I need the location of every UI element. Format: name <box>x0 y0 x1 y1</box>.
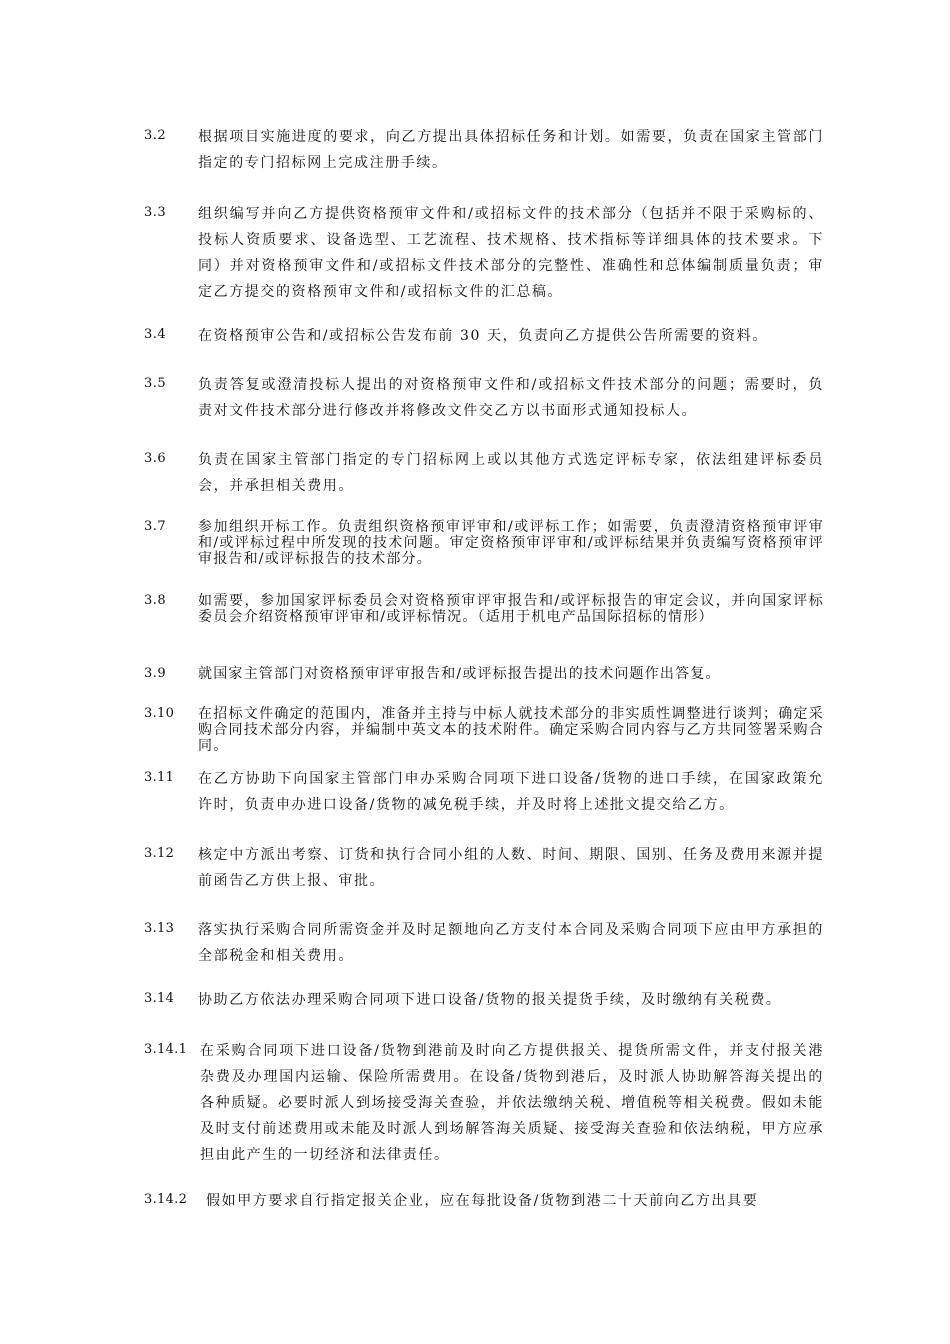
clause-number: 3.14.1 <box>144 1042 188 1057</box>
clause-number: 3.11 <box>144 770 175 785</box>
clause-3-6 <box>144 447 824 499</box>
clause-number: 3.6 <box>144 451 167 466</box>
clause-3-14-1 <box>144 1038 824 1168</box>
clause-3-4 <box>144 323 824 349</box>
clause-number: 3.14.2 <box>144 1192 188 1207</box>
clause-number: 3.10 <box>144 706 175 721</box>
clause-text: 如需要，参加国家评标委员会对资格预审评审报告和/或评标报告的审定会议，并向国家评标委员会介绍资格预审评审和/或评标情况。（适用于机电产品国际招标的情形） <box>198 593 824 625</box>
clause-3-5 <box>144 372 824 424</box>
clause-text: 组织编写并向乙方提供资格预审文件和/或招标文件的技术部分（包括并不限于采购标的、投标人资质要求、设备选型、工艺流程、技术规格、技术指标等详细具体的技术要求。下同）并对资格预审文件和/或招标文件技术部分的完整性、准确性和总体编制质量负责；审定乙方提交的资格预审文件和/或招标文件的汇总稿。 <box>198 206 824 300</box>
clause-number: 3.8 <box>144 593 167 608</box>
clause-text: 在资格预审公告和/或招标公告发布前 30 天，负责向乙方提供公告所需要的资料。 <box>198 328 768 344</box>
clause-text: 在乙方协助下向国家主管部门申办采购合同项下进口设备/货物的进口手续，在国家政策允许时，负责申办进口设备/货物的减免税手续，并及时将上述批文提交给乙方。 <box>198 771 824 813</box>
clause-number: 3.13 <box>144 921 175 936</box>
clause-text: 在采购合同项下进口设备/货物到港前及时向乙方提供报关、提货所需文件，并支付报关港杂费及办理国内运输、保险所需费用。在设备/货物到港后，及时派人协助解答海关提出的各种质疑。必要时派人到场接受海关查验，并依法缴纳关税、增值税等相关税费。假如未能及时支付前述费用或未能及时派人到场解答海关质疑、接受海关查验和依法纳税，甲方应承担由此产生的一切经济和法律责任。 <box>200 1043 824 1163</box>
clause-text: 在招标文件确定的范围内，准备并主持与中标人就技术部分的非实质性调整进行谈判；确定采购合同技术部分内容，并编制中英文本的技术附件。确定采购合同内容与乙方共同签署采购合同。 <box>198 706 824 754</box>
clause-3-9 <box>144 666 824 682</box>
clause-text: 负责在国家主管部门指定的专门招标网上或以其他方式选定评标专家，依法组建评标委员会，并承担相关费用。 <box>198 452 824 494</box>
clause-text: 协助乙方依法办理采购合同项下进口设备/货物的报关提货手续，及时缴纳有关税费。 <box>198 992 782 1008</box>
clause-text: 假如甲方要求自行指定报关企业，应在每批设备/货物到港二十天前向乙方出具要 <box>206 1193 759 1209</box>
clause-text: 落实执行采购合同所需资金并及时足额地向乙方支付本合同及采购合同项下应由甲方承担的全部税金和相关费用。 <box>198 922 824 964</box>
clause-3-8 <box>144 593 824 625</box>
clause-3-7 <box>144 519 824 567</box>
clause-3-3 <box>144 201 824 305</box>
clause-3-14 <box>144 987 824 1013</box>
clause-text: 负责答复或澄清投标人提出的对资格预审文件和/或招标文件技术部分的问题；需要时，负责对文件技术部分进行修改并将修改文件交乙方以书面形式通知投标人。 <box>198 377 824 419</box>
clause-number: 3.3 <box>144 205 167 220</box>
clause-3-2 <box>144 124 824 176</box>
clause-text: 就国家主管部门对资格预审评审报告和/或评标报告提出的技术问题作出答复。 <box>198 666 721 682</box>
clause-3-10 <box>144 706 824 754</box>
clause-text: 根据项目实施进度的要求，向乙方提出具体招标任务和计划。如需要，负责在国家主管部门指定的专门招标网上完成注册手续。 <box>198 129 824 171</box>
clause-3-14-2 <box>144 1188 824 1214</box>
clause-number: 3.9 <box>144 666 167 681</box>
clause-3-11 <box>144 766 824 818</box>
clause-number: 3.7 <box>144 519 167 534</box>
clause-number: 3.4 <box>144 327 167 342</box>
clause-3-13 <box>144 917 824 969</box>
clause-number: 3.12 <box>144 846 175 861</box>
clause-number: 3.2 <box>144 128 167 143</box>
clause-3-12 <box>144 842 824 894</box>
clause-text: 参加组织开标工作。负责组织资格预审评审和/或评标工作；如需要，负责澄清资格预审评审和/或评标过程中所发现的技术问题。审定资格预审评审和/或评标结果并负责编写资格预审评审报告和/或评标报告的技术部分。 <box>198 519 824 567</box>
clause-number: 3.5 <box>144 376 167 391</box>
clause-text: 核定中方派出考察、订货和执行合同小组的人数、时间、期限、国别、任务及费用来源并提前函告乙方供上报、审批。 <box>198 847 824 889</box>
clause-number: 3.14 <box>144 991 175 1006</box>
